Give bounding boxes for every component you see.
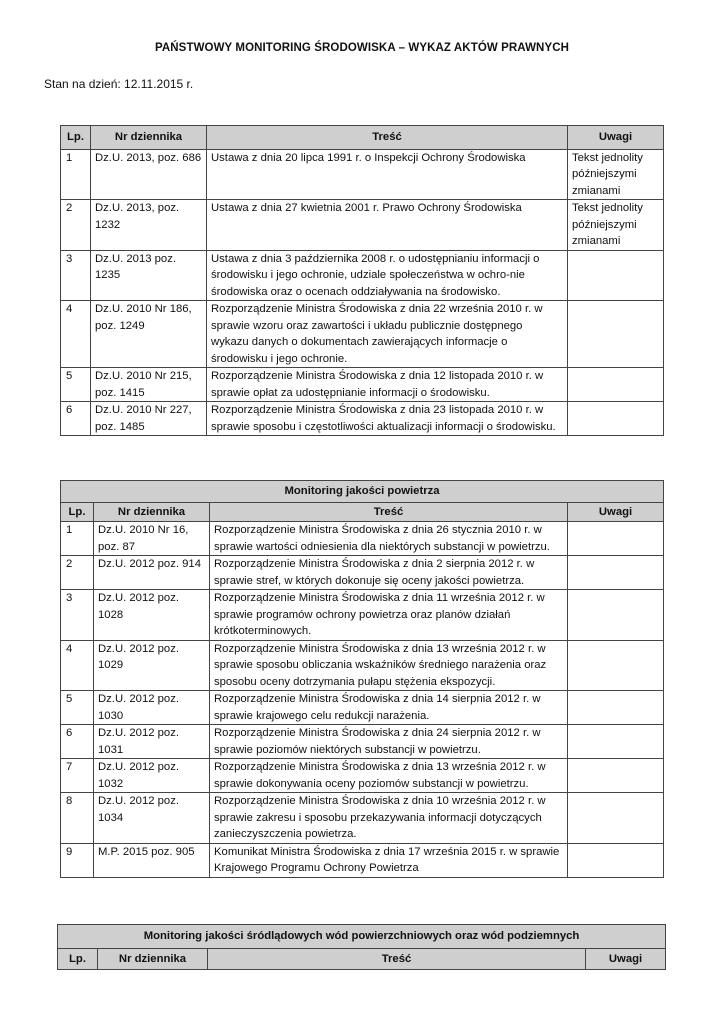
cell-uwagi [568,368,664,402]
table-row [61,556,664,590]
cell-nr-dziennika: Dz.U. 2013, poz. 1232 [91,200,207,251]
cell-tresc: Komunikat Ministra Środowiska z dnia 17 września 2015 r. w sprawie Krajowego Programu Ochrony Powietrza [210,843,568,877]
cell-tresc: Rozporządzenie Ministra Środowiska z dnia 24 sierpnia 2012 r. w sprawie poziomów niektórych substancji w powietrzu. [210,725,568,759]
section-title-row [61,481,664,503]
cell-uwagi [568,843,664,877]
cell-nr-dziennika: Dz.U. 2012 poz. 914 [94,556,210,590]
header-uwagi: Uwagi [568,502,664,522]
header-tresc: Treść [207,126,568,150]
cell-lp: 9 [61,843,94,877]
table-row [61,368,664,402]
cell-lp: 8 [61,793,94,844]
section-title-row [58,925,666,949]
table-row [61,149,664,200]
cell-uwagi: Tekst jednolity późniejszymi zmianami [568,149,664,200]
table-row [61,793,664,844]
cell-lp: 5 [61,368,91,402]
cell-tresc: Rozporządzenie Ministra Środowiska z dnia 26 stycznia 2010 r. w sprawie wartości odniesienia dla niektórych substancji w powietrzu. [210,522,568,556]
document-title: PAŃSTWOWY MONITORING ŚRODOWISKA – WYKAZ AKTÓW PRAWNYCH [154,42,570,54]
cell-uwagi [568,691,664,725]
cell-lp: 4 [61,301,91,368]
cell-nr-dziennika: Dz.U. 2010 Nr 186, poz. 1249 [91,301,207,368]
cell-nr-dziennika: Dz.U. 2013, poz. 686 [91,149,207,200]
cell-lp: 3 [61,590,94,641]
header-uwagi: Uwagi [586,948,666,970]
header-nr: Nr dziennika [91,126,207,150]
cell-nr-dziennika: Dz.U. 2012 poz. 1029 [94,640,210,691]
table-header-row [61,502,664,522]
table-row [61,301,664,368]
cell-nr-dziennika: Dz.U. 2013 poz. 1235 [91,250,207,301]
cell-tresc: Rozporządzenie Ministra Środowiska z dnia 12 listopada 2010 r. w sprawie opłat za udostępnianie informacji o środowisku. [207,368,568,402]
cell-uwagi: Tekst jednolity późniejszymi zmianami [568,200,664,251]
table-air-quality [60,480,664,878]
header-nr: Nr dziennika [98,948,208,970]
cell-nr-dziennika: Dz.U. 2012 poz. 1032 [94,759,210,793]
table-row [61,402,664,436]
cell-lp: 6 [61,402,91,436]
table-row [61,590,664,641]
cell-tresc: Rozporządzenie Ministra Środowiska z dnia 14 sierpnia 2012 r. w sprawie krajowego celu redukcji narażenia. [210,691,568,725]
table-header-row [58,948,666,970]
cell-uwagi [568,522,664,556]
cell-nr-dziennika: Dz.U. 2010 Nr 16, poz. 87 [94,522,210,556]
cell-tresc: Ustawa z dnia 3 października 2008 r. o udostępnianiu informacji o środowisku i jego ochronie, udziale społeczeństwa w ochro-nie środowiska oraz o ocenach oddziaływania na środowisko. [207,250,568,301]
cell-uwagi [568,590,664,641]
header-lp: Lp. [58,948,98,970]
cell-lp: 5 [61,691,94,725]
cell-lp: 6 [61,725,94,759]
cell-lp: 2 [61,556,94,590]
cell-lp: 3 [61,250,91,301]
cell-nr-dziennika: Dz.U. 2012 poz. 1031 [94,725,210,759]
cell-uwagi [568,402,664,436]
header-tresc: Treść [208,948,586,970]
table-water-quality [57,924,666,970]
header-tresc: Treść [210,502,568,522]
cell-lp: 2 [61,200,91,251]
table-row [61,200,664,251]
cell-nr-dziennika: M.P. 2015 poz. 905 [94,843,210,877]
cell-tresc: Rozporządzenie Ministra Środowiska z dnia 23 listopada 2010 r. w sprawie sposobu i częstotliwości aktualizacji informacji o środowisku. [207,402,568,436]
cell-uwagi [568,793,664,844]
table-row [61,725,664,759]
cell-uwagi [568,725,664,759]
header-nr: Nr dziennika [94,502,210,522]
table-row [61,691,664,725]
header-uwagi: Uwagi [568,126,664,150]
cell-uwagi [568,250,664,301]
table-legal-acts [60,125,664,436]
cell-nr-dziennika: Dz.U. 2012 poz. 1034 [94,793,210,844]
cell-lp: 1 [61,149,91,200]
cell-nr-dziennika: Dz.U. 2010 Nr 215, poz. 1415 [91,368,207,402]
cell-nr-dziennika: Dz.U. 2010 Nr 227, poz. 1485 [91,402,207,436]
cell-uwagi [568,556,664,590]
table-header-row [61,126,664,150]
cell-tresc: Rozporządzenie Ministra Środowiska z dnia 11 września 2012 r. w sprawie programów ochrony powietrza oraz planów działań krótkoterminowych. [210,590,568,641]
cell-tresc: Rozporządzenie Ministra Środowiska z dnia 2 sierpnia 2012 r. w sprawie stref, w których dokonuje się oceny jakości powietrza. [210,556,568,590]
table-row [61,250,664,301]
cell-uwagi [568,301,664,368]
table-row [61,759,664,793]
section-title: Monitoring jakości powietrza [61,481,664,503]
cell-tresc: Rozporządzenie Ministra Środowiska z dnia 22 września 2010 r. w sprawie wzoru oraz zawartości i układu publicznie dostępnego wykazu danych o dokumentach zawierających informacje o środowisku i jego ochronie. [207,301,568,368]
cell-lp: 7 [61,759,94,793]
table-row [61,522,664,556]
date-line: Stan na dzień: 12.11.2015 r. [44,77,194,91]
cell-tresc: Rozporządzenie Ministra Środowiska z dnia 10 września 2012 r. w sprawie zakresu i sposobu przekazywania informacji dotyczących zanieczyszczenia powietrza. [210,793,568,844]
cell-uwagi [568,640,664,691]
cell-tresc: Ustawa z dnia 27 kwietnia 2001 r. Prawo Ochrony Środowiska [207,200,568,251]
cell-lp: 1 [61,522,94,556]
cell-tresc: Rozporządzenie Ministra Środowiska z dnia 13 września 2012 r. w sprawie dokonywania oceny poziomów substancji w powietrzu. [210,759,568,793]
section-title: Monitoring jakości śródlądowych wód powierzchniowych oraz wód podziemnych [58,925,666,949]
cell-tresc: Rozporządzenie Ministra Środowiska z dnia 13 września 2012 r. w sprawie sposobu obliczania wskaźników średniego narażenia oraz sposobu oceny dotrzymania pułapu stężenia ekspozycji. [210,640,568,691]
cell-nr-dziennika: Dz.U. 2012 poz. 1028 [94,590,210,641]
cell-lp: 4 [61,640,94,691]
cell-uwagi [568,759,664,793]
header-lp: Lp. [61,126,91,150]
cell-tresc: Ustawa z dnia 20 lipca 1991 r. o Inspekcji Ochrony Środowiska [207,149,568,200]
table-row [61,843,664,877]
header-lp: Lp. [61,502,94,522]
cell-nr-dziennika: Dz.U. 2012 poz. 1030 [94,691,210,725]
table-row [61,640,664,691]
